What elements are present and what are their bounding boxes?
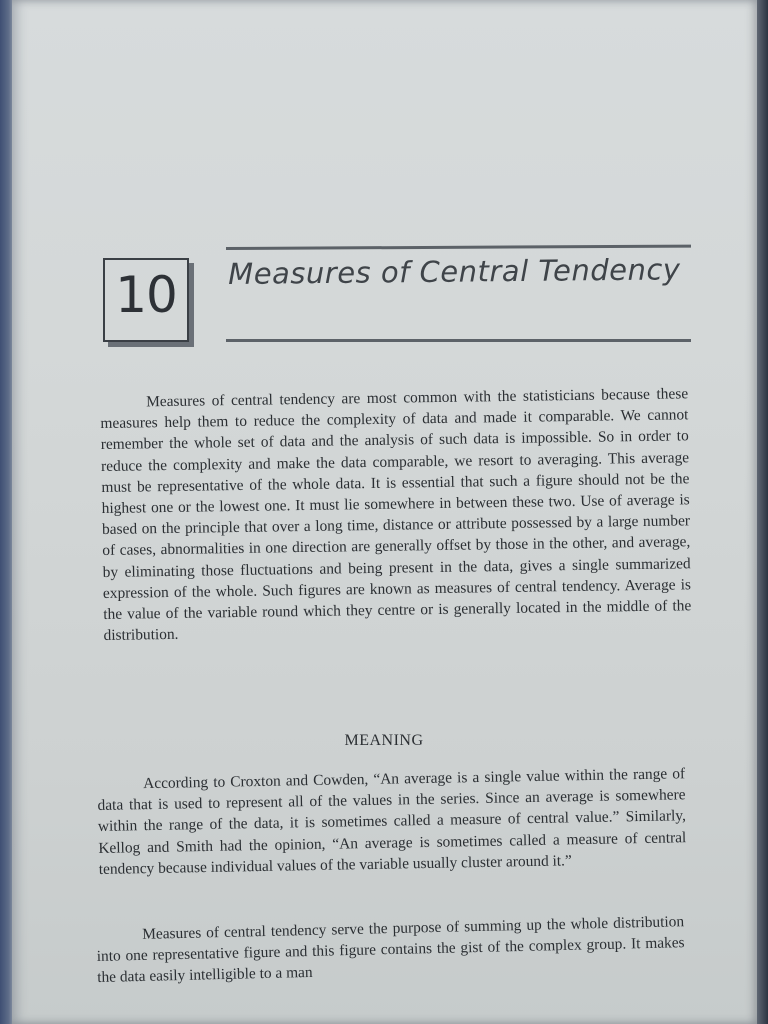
section-heading-meaning: MEANING (344, 732, 424, 749)
intro-paragraph: Measures of central tendency are most common with the statisticians because these measures help them to reduce the complexity of data and made it comparable. We cannot remember the whole set of data and the analysis of such data is impossible. So in order to reduce the complexity and make the data comparable, we resort to averaging. This average must be representative of the whole data. It is essential that such a figure should not be the highest one or the lowest one. It must lie somewhere in between these two. Use of average is based on the principle that over a long time, distance or attribute possessed by a large number of cases, abnormalities in one direction are generally offset by those in the other, and average, by eliminating those fluctuations and being present in the data, gives a single summarized expression of the whole. Such figures are known as measures of central tendency. Average is the value of the variable round which they centre or is generally located in the middle of the distribution. (100, 385, 692, 645)
intro-paragraph-block (100, 383, 692, 646)
chapter-number: 10 (115, 266, 177, 324)
chapter-title-rule-bottom (226, 339, 691, 342)
chapter-number-box (103, 258, 189, 342)
chapter-title: Measures of Central Tendency (228, 252, 681, 291)
meaning-paragraph-2: Measures of central tendency serve the purpose of summing up the whole distribution into one representative figure and this figure contains the gist of the complex group. It makes the data easily intelligible to a man (96, 913, 685, 987)
meaning-paragraph-1-block (97, 763, 687, 880)
meaning-paragraph-1: According to Croxton and Cowden, “An average is a single value within the range of data that is used to represent all of the values in the series. Since an average is somewhere within the range of the data, it is sometimes called a measure of central value.” Similarly, Kellog and Smith had the opinion, “An average is sometimes called a measure of central tendency because individual values of the variable usually cluster around it.” (97, 765, 687, 878)
